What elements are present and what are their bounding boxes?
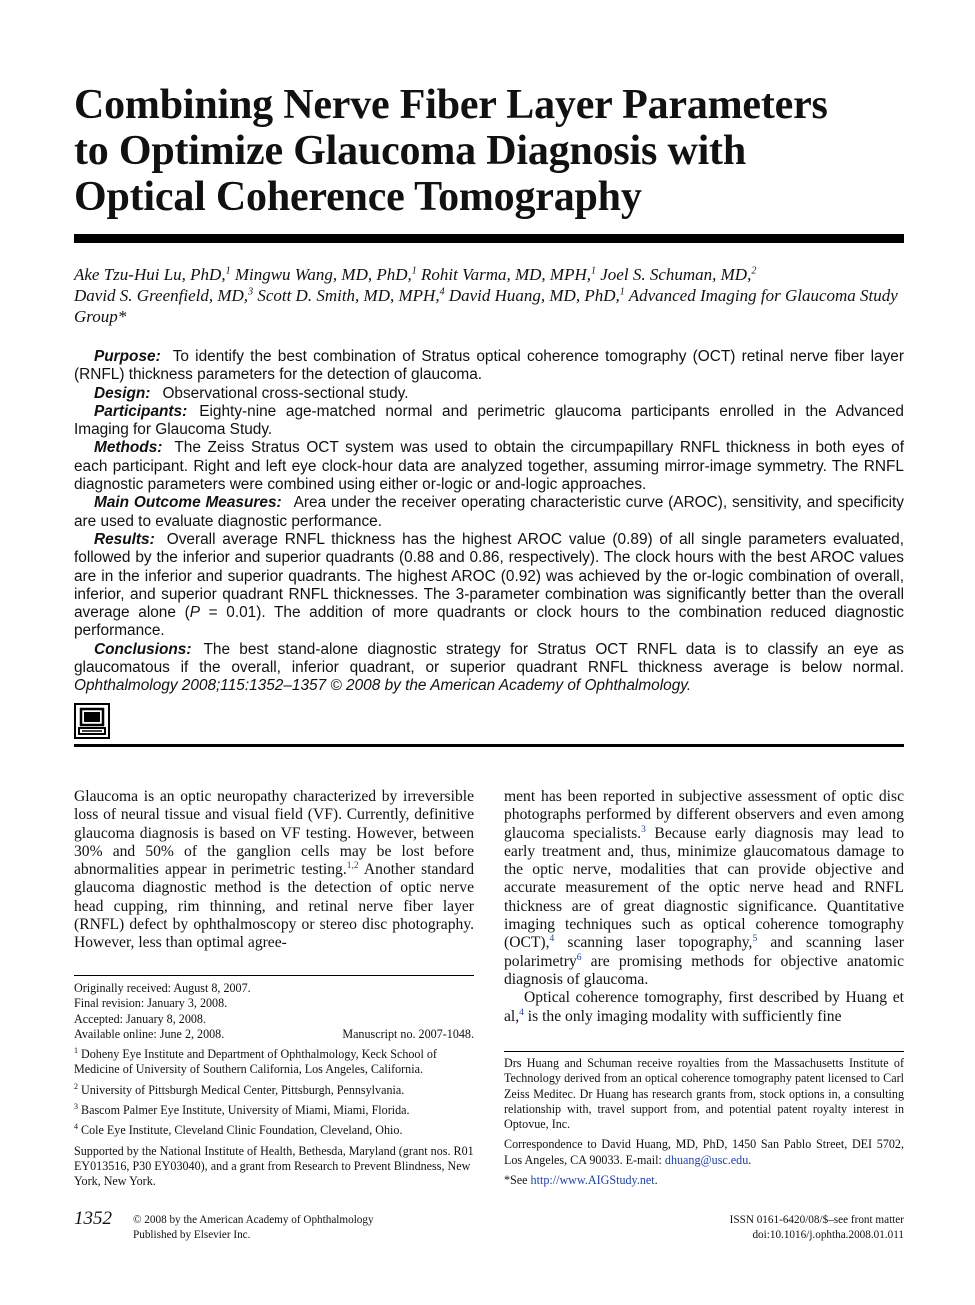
p-value-symbol: P: [189, 604, 200, 622]
abstract-methods: [74, 439, 904, 494]
author-name: Rohit Varma, MD, MPH,: [421, 265, 591, 284]
abstract-label: Design:: [94, 384, 151, 402]
abstract-divider: [74, 744, 904, 747]
correspondence-text: Correspondence to David Huang, MD, PhD, 1450 San Pablo Street, DEI 5702, Los Angeles, CA 90033. E-mail:: [504, 1137, 904, 1167]
affiliation-number: 2: [74, 1081, 78, 1091]
reference-link[interactable]: 3: [641, 824, 646, 835]
affiliation-ref: 1: [619, 286, 625, 298]
body-column-left: [74, 788, 474, 953]
author-name: David S. Greenfield, MD,: [74, 286, 249, 305]
punctuation: .: [748, 1152, 752, 1167]
affiliation-ref: 1: [225, 265, 231, 277]
affiliation-number: 3: [74, 1102, 78, 1112]
reference-link[interactable]: 5: [752, 934, 758, 945]
body-paragraph: [74, 788, 474, 953]
affiliation-1: [74, 1047, 474, 1078]
reference-link[interactable]: 4: [549, 934, 555, 945]
study-website: [504, 1173, 904, 1188]
body-text: are promising methods for objective anatomic diagnosis of glaucoma.: [504, 952, 904, 988]
footnotes-left: [74, 981, 474, 1190]
received-date: Originally received: August 8, 2007.: [74, 981, 251, 995]
affiliation-ref: 1: [411, 265, 417, 277]
affiliation-text: Bascom Palmer Eye Institute, University of Miami, Miami, Florida.: [81, 1103, 410, 1118]
abstract-design: [74, 385, 904, 403]
author-name: Mingwu Wang, MD, PhD,: [234, 265, 412, 284]
title-line-1: Combining Nerve Fiber Layer Parameters: [74, 82, 828, 128]
online-date: Available online: June 2, 2008.: [74, 1026, 225, 1041]
body-text: and scanning laser polarimetry: [504, 934, 904, 970]
abstract-label: Main Outcome Measures:: [94, 494, 282, 512]
abstract-label: Purpose:: [94, 348, 161, 365]
body-text: Glaucoma is an optic neuropathy characterized by irreversible loss of neural tissue and visual field (VF). Currently, definitive glaucoma diagnosis is based on VF testing. However, between 30% and 50% of the ganglion cells may be lost before abnormalities appear in perimetric testing.: [74, 788, 474, 879]
accepted-date: Accepted: January 8, 2008.: [74, 1011, 206, 1026]
body-column-right: [504, 788, 904, 1026]
footnote-divider-left: [74, 975, 474, 976]
footnotes-right: [504, 1056, 904, 1188]
abstract-text: The best stand-alone diagnostic strategy for Stratus OCT RNFL data is to classify an eye as glaucomatous if the overall, inferior quadrant, or superior quadrant RNFL thickness average is below normal.: [74, 640, 904, 677]
abstract-label: Participants:: [94, 402, 188, 420]
author-name: Scott D. Smith, MD, MPH,: [257, 286, 440, 305]
issn: ISSN 0161-6420/08/$–see front matter: [729, 1214, 904, 1226]
title-line-2: to Optimize Glaucoma Diagnosis with: [74, 128, 746, 174]
abstract-text: Eighty-nine age-matched normal and perimetric glaucoma participants enrolled in the Advanced Imaging for Glaucoma Study.: [74, 402, 904, 439]
abstract-label: Conclusions:: [94, 640, 192, 658]
punctuation: .: [654, 1173, 658, 1188]
journal-citation: Ophthalmology 2008;115:1352–1357 © 2008 by the American Academy of Ophthalmology.: [74, 677, 692, 695]
body-text: scanning laser topography,: [554, 934, 753, 952]
affiliation-number: 4: [74, 1122, 78, 1132]
abstract-label: Methods:: [94, 439, 163, 457]
body-text: Optical coherence tomography, first described by Huang et al,: [504, 989, 904, 1025]
doi: doi:10.1016/j.ophtha.2008.01.011: [752, 1229, 904, 1241]
reference-link[interactable]: 4: [519, 1007, 524, 1018]
funding-statement: Supported by the National Institute of Health, Bethesda, Maryland (grant nos. R01 EY013516, P30 EY03040), and a grant from Research to Prevent Blindness, New York, New York.: [74, 1143, 474, 1189]
body-text: ment has been reported in subjective assessment of optic disc photographs performed by different observers and even among glaucoma specialists.: [504, 788, 904, 842]
footnote-divider-right: [504, 1051, 904, 1052]
affiliation-4: [74, 1123, 474, 1138]
manuscript-number: Manuscript no. 2007-1048.: [342, 1026, 474, 1041]
abstract-outcome: [74, 494, 904, 531]
abstract: [74, 348, 904, 696]
affiliation-3: [74, 1103, 474, 1118]
abstract-conclusions: [74, 641, 904, 696]
body-paragraph: [504, 989, 904, 1026]
footer-right: [730, 1213, 904, 1243]
revision-date: Final revision: January 3, 2008.: [74, 996, 228, 1011]
abstract-text: = 0.01). The addition of more quadrants or clock hours to the combination reduced diagnostic performance.: [74, 604, 905, 640]
article-title: [74, 82, 914, 220]
affiliation-text: Doheny Eye Institute and Department of Ophthalmology, Keck School of Medicine of University of Southern California, Los Angeles, California.: [74, 1047, 437, 1077]
body-text: Another standard glaucoma diagnostic method is the detection of optic nerve head cupping, rim thinning, and retinal nerve fiber layer (RNFL) defect by ophthalmoscopy or stereo disc photography. However, less than optimal agree-: [74, 861, 474, 952]
abstract-text: Observational cross-sectional study.: [162, 384, 409, 402]
website-link[interactable]: http://www.AIGStudy.net: [530, 1173, 655, 1188]
body-paragraph: [504, 788, 904, 989]
see-text: *See: [504, 1173, 531, 1188]
affiliation-ref: 2: [751, 265, 757, 277]
abstract-text: The Zeiss Stratus OCT system was used to obtain the circumpapillary RNFL thickness in both eyes of each participant. Right and left eye clock-hour data are analyzed together, assuming mirror-image symmetry. The RNFL diagnostic parameters were combined using either or-logic or and-logic approaches.: [74, 439, 904, 494]
author-name: Joel S. Schuman, MD,: [600, 265, 752, 284]
study-group: Advanced Imaging for Glaucoma Study Group*: [74, 286, 898, 326]
abstract-participants: [74, 403, 904, 440]
affiliation-text: Cole Eye Institute, Cleveland Clinic Foundation, Cleveland, Ohio.: [81, 1123, 403, 1138]
footer-left: [133, 1213, 374, 1243]
reference-link[interactable]: 6: [576, 952, 582, 963]
affiliation-ref: 3: [248, 286, 254, 298]
affiliation-ref: 1: [591, 265, 596, 277]
abstract-results: [74, 531, 904, 641]
body-text: is the only imaging modality with sufficiently fine: [523, 1007, 842, 1025]
copyright: © 2008 by the American Academy of Ophthalmology: [133, 1214, 374, 1226]
disclosure-statement: Drs Huang and Schuman receive royalties from the Massachusetts Institute of Technology derived from an optical coherence tomography patent licensed to Carl Zeiss Meditec. Dr Huang has research grants from, stock options in, a consulting relationship with, travel support from, and potential patent royalty interest in Optovue, Inc.: [504, 1056, 904, 1132]
computer-icon: [74, 703, 110, 739]
affiliation-2: [74, 1083, 474, 1098]
title-divider: [74, 234, 904, 243]
author-list: [74, 264, 904, 327]
abstract-text: Area under the receiver operating characteristic curve (AROC), sensitivity, and specificity are used to evaluate diagnostic performance.: [74, 494, 905, 530]
author-name: David Huang, MD, PhD,: [448, 286, 620, 305]
abstract-text: Overall average RNFL thickness has the highest AROC value (0.89) of all single parameters evaluated, followed by the inferior and superior quadrants (0.88 and 0.86, respectively). The clock hours with the best AROC values are in the inferior and superior quadrants. The highest AROC (0.92) was achieved by the or-logic combination of overall, inferior, and superior quadrant RNFL thicknesses. The 3-parameter combination was significantly better than the overall average alone (: [74, 530, 904, 622]
affiliation-text: University of Pittsburgh Medical Center, Pittsburgh, Pennsylvania.: [81, 1082, 405, 1097]
reference-link[interactable]: 1,2: [346, 861, 359, 871]
email-link[interactable]: dhuang@usc.edu: [664, 1152, 749, 1167]
correspondence: [504, 1137, 904, 1168]
author-name: Ake Tzu-Hui Lu, PhD,: [74, 265, 226, 284]
affiliation-ref: 4: [439, 286, 445, 298]
body-text: Because early diagnosis may lead to early treatment and, thus, minimize glaucomatous damage to the optic nerve, modalities that can provide objective and accurate measurement of the optic nerve head and RNFL thickness are of great diagnostic significance. Quantitative imaging techniques such as optical coherence tomography (OCT),: [504, 824, 904, 952]
abstract-text: To identify the best combination of Stratus optical coherence tomography (OCT) retinal nerve fiber layer (RNFL) thickness parameters for the detection of glaucoma.: [74, 348, 904, 384]
affiliation-number: 1: [74, 1046, 78, 1056]
publisher: Published by Elsevier Inc.: [133, 1229, 251, 1241]
page-number: 1352: [74, 1208, 112, 1229]
abstract-label: Results:: [94, 530, 155, 548]
title-line-3: Optical Coherence Tomography: [74, 174, 642, 220]
online-row: [74, 1027, 474, 1042]
abstract-purpose: [74, 348, 904, 385]
